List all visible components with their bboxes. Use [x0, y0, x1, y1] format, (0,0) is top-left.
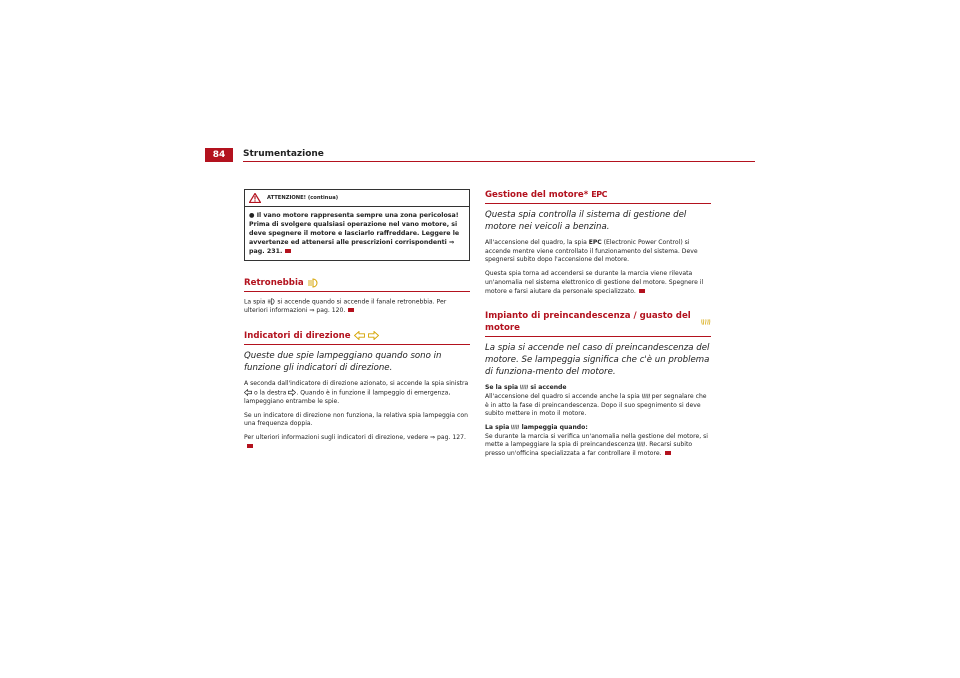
text: La spia — [485, 424, 510, 432]
header-rule — [243, 161, 755, 162]
warning-triangle-icon — [249, 193, 261, 203]
glow-plug-icon — [511, 424, 519, 430]
section-gestione-motore — [485, 189, 711, 296]
text: (Electronic Power Control) si accende mentre viene controllato il funzionamento del sistema. Deve spegnersi subito dopo l'accensione del motore. — [485, 239, 698, 264]
heading-text: Impianto di preincandescenza / guasto del motore — [485, 311, 691, 334]
rear-fog-light-icon — [307, 278, 318, 288]
section-heading — [485, 189, 711, 204]
text: La spia — [244, 298, 266, 306]
paragraph — [485, 393, 711, 419]
section-preincandescenza — [485, 310, 711, 459]
text: All'accensione del quadro si accende anche la spia — [485, 392, 640, 400]
warning-title: ATTENZIONE! (continua) — [267, 195, 339, 201]
text: si accende — [530, 384, 567, 392]
text: A seconda dall'indicatore di direzione azionato, si accende la spia sinistra — [244, 379, 469, 387]
left-column — [244, 189, 470, 465]
section-heading — [244, 277, 470, 292]
end-mark — [348, 308, 354, 312]
glow-plug-icon — [701, 318, 711, 326]
text: Questa spia torna ad accendersi se durante la marcia viene rilevata un'anomalia nel sistema elettronico di gestione del motore. Spegnere il motore e farsi aiutare da personale specializzato. — [485, 270, 704, 295]
sub-label — [485, 424, 711, 433]
paragraph: Se un indicatore di direzione non funziona, la relativa spia lampeggia con una frequenza doppia. — [244, 411, 468, 428]
text: Per ulteriori informazioni sugli indicatori di direzione, vedere ⇒ pag. 127. — [244, 433, 466, 441]
heading-text: Indicatori di direzione — [244, 330, 351, 341]
section-heading — [485, 310, 711, 337]
glow-plug-icon — [642, 393, 650, 399]
section-subtitle: Queste due spie lampeggiano quando sono in funzione gli indicatori di direzione. — [244, 350, 442, 373]
section-subtitle: La spia si accende nel caso di preincandescenza del motore. Se lampeggia significa che c'è un problema di funziona-mento del motore. — [485, 343, 710, 378]
end-mark — [665, 451, 671, 455]
heading-text: Gestione del motore* — [485, 190, 589, 200]
warning-body — [249, 211, 465, 256]
paragraph — [485, 239, 711, 265]
text: All'accensione del quadro, la spia — [485, 239, 587, 246]
text: . Quando è in funzione il lampeggio di emergenza, lampeggiano entrambe le spie. — [244, 389, 451, 405]
warning-text: Il vano motore rappresenta sempre una zona pericolosa! Prima di svolgere qualsiasi operazione nel vano motore, si deve spegnere il motore e lasciarlo raffreddare. Leggere le avvertenze ed attenersi alle prescrizioni corrispondenti ⇒ pag. 231. — [249, 212, 460, 255]
end-mark — [285, 249, 291, 253]
turn-left-icon — [244, 389, 252, 396]
paragraph — [244, 298, 470, 316]
warning-header — [245, 190, 469, 207]
right-column — [485, 189, 711, 473]
text: o la destra — [253, 389, 287, 397]
warning-box — [244, 189, 470, 261]
section-retronebbia — [244, 277, 470, 316]
epc-icon: EPC — [591, 190, 607, 199]
sub-label — [485, 384, 711, 393]
section-subtitle: Questa spia controlla il sistema di gestione del motore nei veicoli a benzina. — [485, 210, 687, 232]
paragraph — [485, 433, 711, 459]
paragraph — [244, 434, 470, 451]
end-mark — [247, 444, 253, 448]
end-mark — [639, 289, 645, 293]
text: si accende quando si accende il fanale retronebbia. Per ulteriori informazioni ⇒ pag. 120. — [244, 298, 447, 315]
text: Se durante la marcia si verifica un'anomalia nella gestione del motore, si mette a lampeggiare la spia di preincandescenza — [485, 432, 708, 449]
rear-fog-light-icon — [267, 298, 275, 305]
section-indicatori — [244, 330, 470, 451]
epc-icon: EPC — [588, 239, 602, 246]
glow-plug-icon — [520, 384, 528, 390]
running-title: Strumentazione — [243, 149, 324, 159]
text: per segnalare che è in atto la fase di preincandescenza. Dopo il suo spegnimento si deve subito mettere in moto il motore. — [485, 392, 707, 418]
heading-text: Retronebbia — [244, 278, 304, 288]
turn-right-icon — [368, 331, 379, 340]
section-heading — [244, 330, 470, 345]
paragraph — [244, 380, 470, 407]
text: lampeggia quando: — [521, 424, 588, 432]
text: Se la spia — [485, 384, 519, 392]
paragraph — [485, 270, 711, 296]
page-number: 84 — [212, 150, 226, 160]
bullet: ● — [249, 212, 257, 219]
turn-left-icon — [354, 331, 365, 340]
text: . Recarsi subito presso un'officina specializzata a far controllare il motore. — [485, 441, 693, 458]
